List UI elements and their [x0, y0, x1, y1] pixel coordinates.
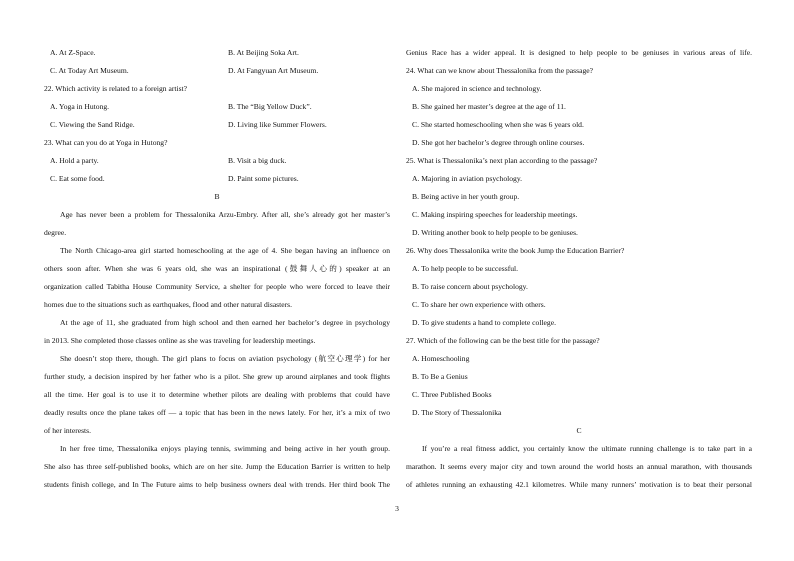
q23-option-a: A. Hold a party.	[50, 156, 99, 165]
q26-option-c: C. To share her own experience with others.	[412, 300, 546, 309]
q25-option-d: D. Writing another book to help people to be geniuses.	[412, 228, 578, 237]
passage-b-line: others soon after. When she was 6 years old, she was an inspirational (鼓舞人心的) speaker at an	[44, 264, 390, 273]
q22-option-a: A. Yoga in Hutong.	[50, 102, 110, 111]
left-column	[44, 44, 390, 494]
q21-options-row-1	[44, 44, 390, 62]
q22-options-row-1	[44, 98, 390, 116]
q25-question: 25. What is Thessalonika’s next plan according to the passage?	[406, 156, 598, 165]
q26-option-b: B. To raise concern about psychology.	[412, 282, 528, 291]
q21-option-a: A. At Z-Space.	[50, 48, 96, 57]
passage-c-line: If you’re a real fitness addict, you certainly know the ultimate running challenge is to take part in a	[422, 444, 752, 453]
passage-c-line: of athletes running an exhausting 42.1 kilometres. While many runners’ motivation is to beat their personal	[406, 480, 752, 489]
passage-b-line: homes due to the situations such as earthquakes, flood and other natural disasters.	[44, 300, 293, 309]
passage-c-line: marathon. It seems every major city and town around the world hosts an annual marathon, with thousands	[406, 462, 752, 471]
q23-option-c: C. Eat some food.	[50, 174, 105, 183]
q22-option-c: C. Viewing the Sand Ridge.	[50, 120, 135, 129]
q21-option-d: D. At Fangyuan Art Museum.	[228, 66, 319, 75]
q23-options-row-2	[44, 170, 390, 188]
q21-option-c: C. At Today Art Museum.	[50, 66, 129, 75]
passage-b-line: in 2013. She completed those classes online as she was traveling for leadership meetings.	[44, 336, 316, 345]
q25-option-a: A. Majoring in aviation psychology.	[412, 174, 523, 183]
passage-b-line: degree.	[44, 228, 67, 237]
passage-b-line: of her interests.	[44, 426, 92, 435]
q24-option-d: D. She got her bachelor’s degree through online courses.	[412, 138, 585, 147]
q27-question: 27. Which of the following can be the best title for the passage?	[406, 336, 600, 345]
passage-b	[44, 206, 390, 494]
q27-option-a: A. Homeschooling	[412, 354, 470, 363]
q23-option-b: B. Visit a big duck.	[228, 156, 287, 165]
passage-b-line: In her free time, Thessalonika enjoys playing tennis, swimming and being active in her youth group.	[60, 444, 390, 453]
q21-option-b: B. At Beijing Soka Art.	[228, 48, 299, 57]
passage-b-line: organization called Tabitha House Community Service, a shelter for people who were forced to leave their	[44, 282, 390, 291]
q25-option-c: C. Making inspiring speeches for leadership meetings.	[412, 210, 578, 219]
q26-question: 26. Why does Thessalonika write the book Jump the Education Barrier?	[406, 246, 625, 255]
q23-question: 23. What can you do at Yoga in Hutong?	[44, 138, 168, 147]
q27-option-c: C. Three Published Books	[412, 390, 492, 399]
q26-option-a: A. To help people to be successful.	[412, 264, 519, 273]
q21-options-row-2	[44, 62, 390, 80]
q24-option-b: B. She gained her master’s degree at the age of 11.	[412, 102, 566, 111]
page-number: 3	[395, 504, 399, 513]
passage-b-line: She also has three self-published books, which are on her site. Jump the Education Barrier is written to help	[44, 462, 390, 471]
q27-option-d: D. The Story of Thessalonika	[412, 408, 502, 417]
section-c-label: C	[576, 426, 582, 435]
passage-b-line: At the age of 11, she graduated from high school and then earned her bachelor’s degree in psychology	[60, 318, 390, 327]
q25-option-b: B. Being active in her youth group.	[412, 192, 520, 201]
passage-b-line: Age has never been a problem for Thessalonika Arzu-Embry. After all, she’s already got her master’s	[60, 210, 390, 219]
passage-b-continuation: Genius Race has a wider appeal. It is designed to help people to be geniuses in various areas of life.	[406, 48, 752, 57]
passage-b-line: deadly results once the plane takes off — a topic that has been in the news lately. For her, it’s a mix of two	[44, 408, 390, 417]
q23-options-row-1	[44, 152, 390, 170]
q22-option-b: B. The “Big Yellow Duck”.	[228, 102, 312, 111]
section-b-label: B	[214, 192, 220, 201]
q22-option-d: D. Living like Summer Flowers.	[228, 120, 327, 129]
q26-option-d: D. To give students a hand to complete college.	[412, 318, 556, 327]
q24-question: 24. What can we know about Thessalonika from the passage?	[406, 66, 593, 75]
passage-b-line: The North Chicago-area girl started homeschooling at the age of 4. She began having an influence on	[60, 246, 390, 255]
right-column	[406, 44, 752, 494]
passage-b-line: further study, a decision inspired by her father who is a pilot. She grew up around airplanes and took flights	[44, 372, 390, 381]
q23-option-d: D. Paint some pictures.	[228, 174, 299, 183]
passage-b-line: all the time. Her goal is to use it to determine whether pilots are dealing with problems that could have	[44, 390, 390, 399]
q24-option-c: C. She started homeschooling when she was 6 years old.	[412, 120, 584, 129]
q24-option-a: A. She majored in science and technology.	[412, 84, 542, 93]
q27-option-b: B. To Be a Genius	[412, 372, 468, 381]
passage-b-line: students finish college, and In The Future aims to help business owners deal with trends. Her third book The	[44, 480, 390, 489]
passage-b-line: She doesn’t stop there, though. The girl plans to focus on aviation psychology (航空心理学) for her	[60, 354, 390, 363]
q22-options-row-2	[44, 116, 390, 134]
q22-question: 22. Which activity is related to a foreign artist?	[44, 84, 188, 93]
